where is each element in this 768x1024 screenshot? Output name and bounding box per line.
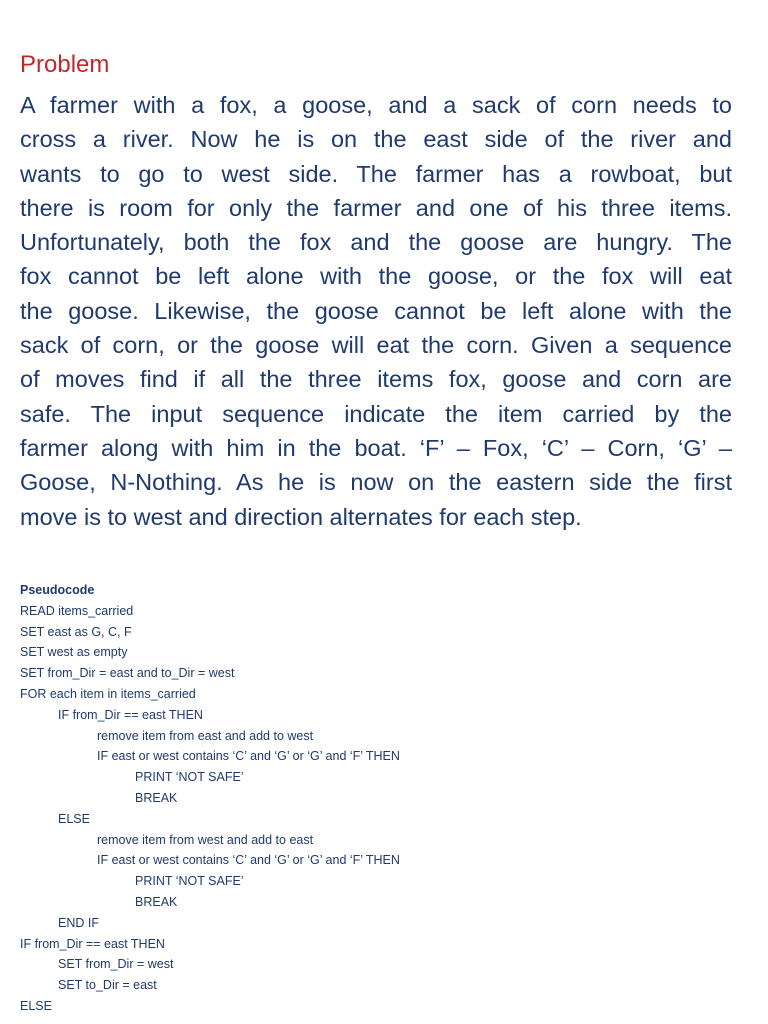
problem-line: cross a river. Now he is on the east side of the river and bbox=[20, 126, 732, 153]
pseudocode-line: SET to_Dir = east bbox=[58, 978, 157, 993]
problem-statement bbox=[20, 88, 732, 534]
pseudocode-line: BREAK bbox=[135, 790, 178, 805]
problem-line: move is to west and direction alternates for each step. bbox=[20, 503, 582, 530]
problem-line: A farmer with a fox, a goose, and a sack of corn needs to bbox=[20, 92, 732, 118]
problem-heading: Problem bbox=[20, 51, 110, 78]
problem-line: the goose. Likewise, the goose cannot be left alone with the bbox=[20, 297, 732, 324]
pseudocode-line: SET east as G, C, F bbox=[20, 624, 132, 639]
pseudocode-line: IF from_Dir == east THEN bbox=[58, 707, 203, 722]
problem-line: Unfortunately, both the fox and the goose are hungry. The bbox=[20, 229, 732, 256]
pseudocode-line: SET west as empty bbox=[20, 645, 128, 660]
pseudocode-line: PRINT ‘NOT SAFE’ bbox=[135, 874, 244, 889]
pseudocode-line: SET from_Dir = west bbox=[58, 957, 174, 972]
pseudocode-block bbox=[20, 580, 750, 1017]
pseudocode-line: ELSE bbox=[58, 811, 90, 826]
pseudocode-line: END IF bbox=[58, 915, 99, 930]
problem-line: wants to go to west side. The farmer has a rowboat, but bbox=[20, 160, 732, 187]
pseudocode-title: Pseudocode bbox=[20, 583, 95, 597]
pseudocode-line: BREAK bbox=[135, 894, 178, 909]
pseudocode-line: FOR each item in items_carried bbox=[20, 686, 196, 701]
pseudocode-line: SET from_Dir = east and to_Dir = west bbox=[20, 666, 235, 681]
problem-line: there is room for only the farmer and one of his three items. bbox=[20, 194, 732, 221]
problem-line: safe. The input sequence indicate the item carried by the bbox=[20, 400, 732, 427]
problem-line: of moves find if all the three items fox, goose and corn are bbox=[20, 366, 732, 393]
problem-line: sack of corn, or the goose will eat the corn. Given a sequence bbox=[20, 332, 732, 359]
problem-line: fox cannot be left alone with the goose, or the fox will eat bbox=[20, 263, 732, 290]
pseudocode-line: IF east or west contains ‘C’ and ‘G’ or ‘G’ and ‘F’ THEN bbox=[97, 749, 400, 764]
pseudocode-line: READ items_carried bbox=[20, 603, 134, 618]
pseudocode-line: IF east or west contains ‘C’ and ‘G’ or ‘G’ and ‘F’ THEN bbox=[97, 853, 400, 868]
pseudocode-line: remove item from west and add to east bbox=[97, 832, 314, 847]
pseudocode-line: remove item from east and add to west bbox=[97, 728, 314, 743]
pseudocode-line: PRINT ‘NOT SAFE’ bbox=[135, 770, 244, 785]
pseudocode-line: ELSE bbox=[20, 998, 52, 1013]
problem-line: farmer along with him in the boat. ‘F’ – Fox, ‘C’ – Corn, ‘G’ – bbox=[20, 434, 732, 461]
problem-line: Goose, N-Nothing. As he is now on the eastern side the first bbox=[20, 469, 732, 496]
pseudocode-line: IF from_Dir == east THEN bbox=[20, 936, 165, 951]
